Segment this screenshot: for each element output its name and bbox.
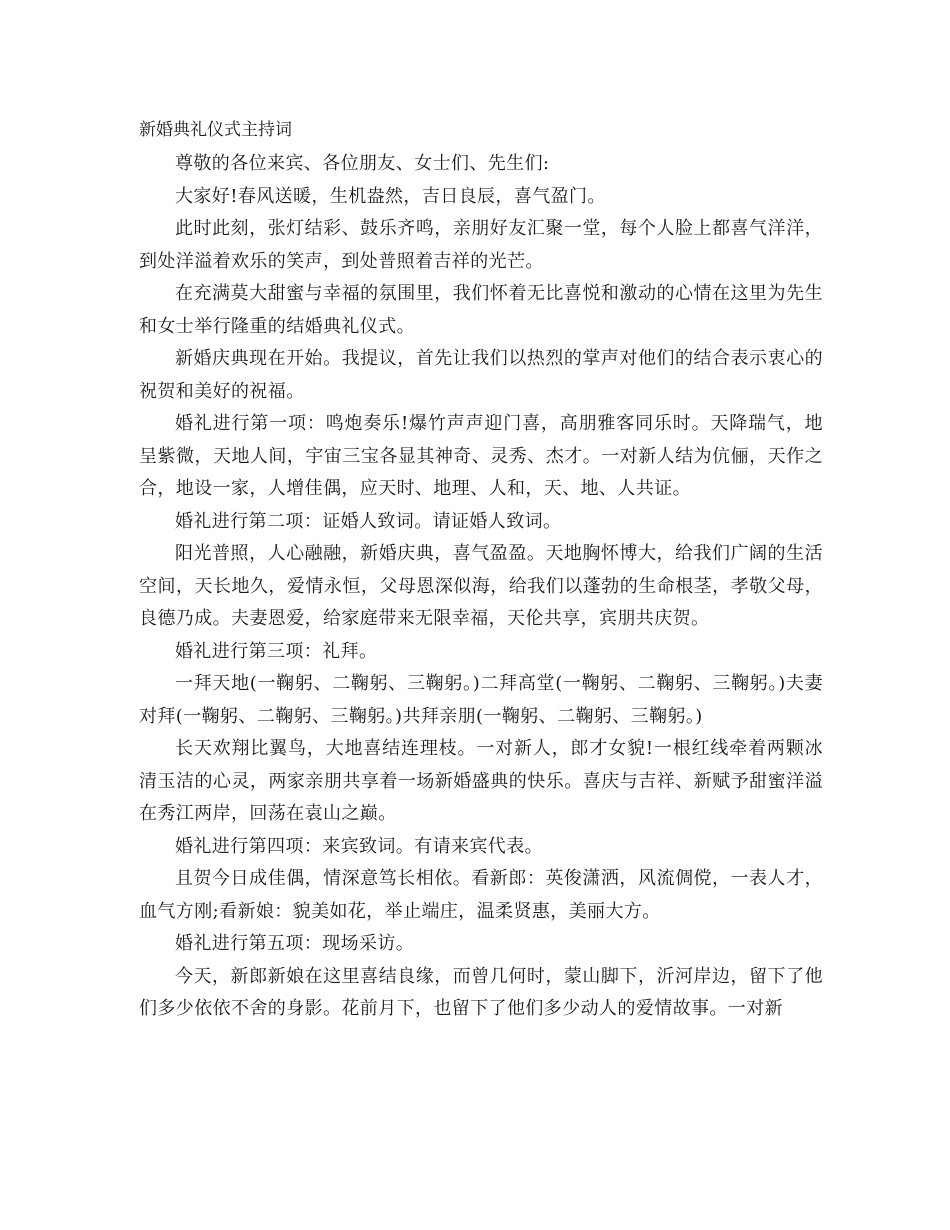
paragraph: 此时此刻，张灯结彩、鼓乐齐鸣，亲朋好友汇聚一堂，每个人脸上都喜气洋洋，到处洋溢着欢乐的笑声，到处普照着吉祥的光芒。: [139, 218, 823, 272]
document-title: 新婚典礼仪式主持词: [139, 120, 292, 140]
paragraph: 婚礼进行第四项：来宾致词。有请来宾代表。: [175, 835, 543, 857]
paragraph: 在充满莫大甜蜜与幸福的氛围里，我们怀着无比喜悦和激动的心情在这里为先生和女士举行隆重的结婚典礼仪式。: [139, 283, 823, 337]
paragraph: 且贺今日成佳偶，情深意笃长相依。看新郎：英俊潇洒，风流倜傥，一表人才，血气方刚;看新娘：貌美如花，举止端庄，温柔贤惠，美丽大方。: [139, 868, 823, 922]
paragraph: 婚礼进行第五项：现场采访。: [175, 933, 415, 954]
paragraph: 一拜天地(一鞠躬、二鞠躬、三鞠躬。)二拜高堂(一鞠躬、二鞠躬、三鞠躬。)夫妻对拜(一鞠躬、二鞠躬、三鞠躬。)共拜亲朋(一鞠躬、二鞠躬、三鞠躬。): [139, 673, 823, 727]
document-body: [139, 116, 823, 1026]
paragraph: 尊敬的各位来宾、各位朋友、女士们、先生们:: [175, 153, 550, 174]
paragraph: 阳光普照，人心融融，新婚庆典，喜气盈盈。天地胸怀博大，给我们广阔的生活空间，天长地久，爱情永恒，父母恩深似海，给我们以蓬勃的生命根茎，孝敬父母，良德乃成。夫妻恩爱，给家庭带来无限幸福，天伦共享，宾朋共庆贺。: [139, 543, 823, 629]
paragraph: 长天欢翔比翼鸟，大地喜结连理枝。一对新人，郎才女貌!一根红线牵着两颗冰清玉洁的心灵，两家亲朋共享着一场新婚盛典的快乐。喜庆与吉祥、新赋予甜蜜洋溢在秀江两岸，回荡在袁山之巅。: [139, 738, 823, 824]
paragraph: 今天，新郎新娘在这里喜结良缘，而曾几何时，蒙山脚下，沂河岸边，留下了他们多少依依不舍的身影。花前月下，也留下了他们多少动人的爱情故事。一对新: [139, 965, 823, 1019]
paragraph: 婚礼进行第一项：鸣炮奏乐!爆竹声声迎门喜，高朋雅客同乐时。天降瑞气，地呈紫微，天地人间，宇宙三宝各显其神奇、灵秀、杰才。一对新人结为伉俪，天作之合，地设一家，人增佳偶，应天时、地理、人和，天、地、人共证。: [139, 413, 823, 499]
paragraph: 婚礼进行第二项：证婚人致词。请证婚人致词。: [175, 510, 562, 532]
paragraph: 新婚庆典现在开始。我提议，首先让我们以热烈的掌声对他们的结合表示衷心的祝贺和美好的祝福。: [139, 348, 823, 402]
paragraph: 大家好!春风送暖，生机盎然，吉日良辰，喜气盈门。: [175, 185, 606, 207]
paragraph: 婚礼进行第三项：礼拜。: [175, 640, 378, 662]
